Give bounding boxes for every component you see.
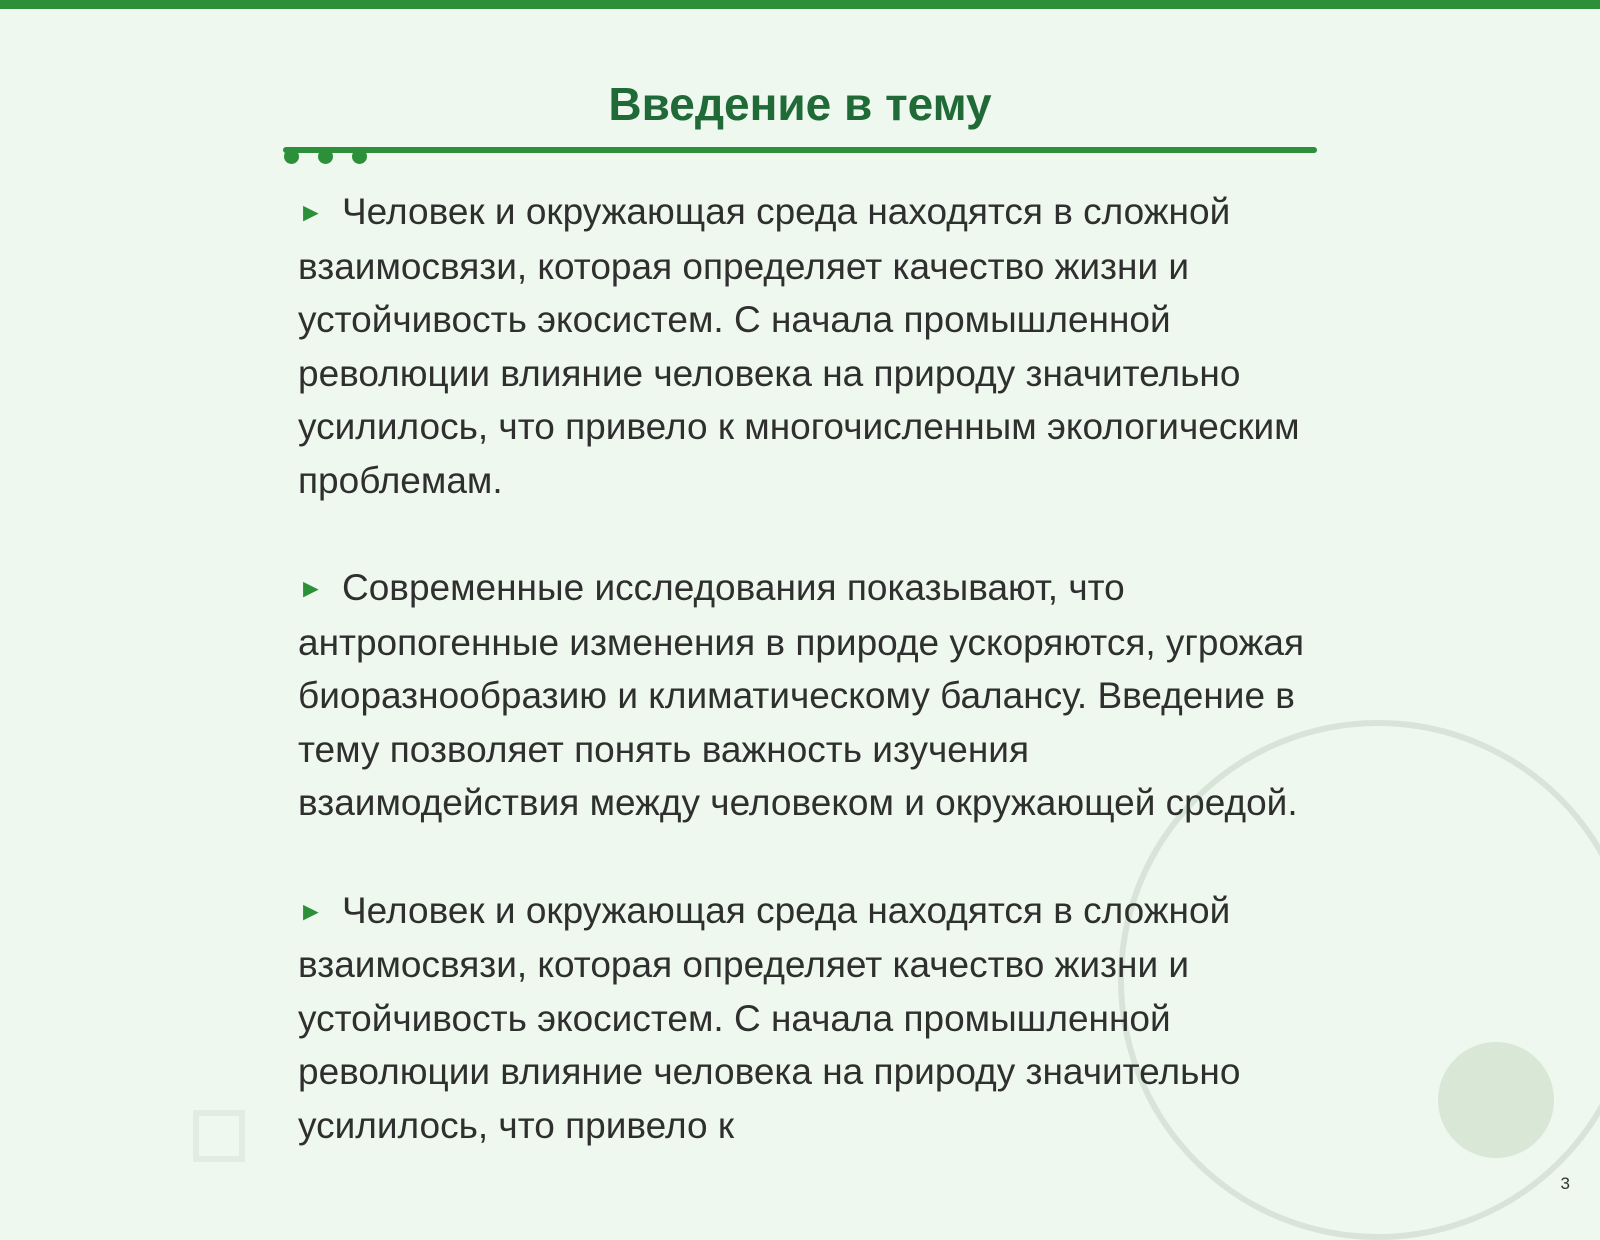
underline-dot (352, 149, 367, 164)
underline-dot (318, 149, 333, 164)
decorative-circle (1438, 1042, 1554, 1158)
title-underline (283, 147, 1317, 153)
bullet-text: Человек и окружающая среда находятся в сложной взаимосвязи, которая определяет качество жизни и устойчивость экосистем. С начала промышленной революции влияние человека на природу значительно усилилось, что привело к многочисленным экологическим проблемам. (298, 191, 1300, 501)
slide-title: Введение в тему (608, 78, 992, 130)
triangle-bullet-icon: ► (298, 573, 324, 603)
decorative-square (193, 1110, 245, 1162)
slide-body (298, 185, 1308, 1206)
bullet-paragraph (298, 185, 1308, 507)
bullet-text: Человек и окружающая среда находятся в сложной взаимосвязи, которая определяет качество жизни и устойчивость экосистем. С начала промышленной революции влияние человека на природу значительно усилилось, что привело к (298, 889, 1241, 1146)
bullet-paragraph (298, 884, 1308, 1153)
underline-dot (284, 149, 299, 164)
top-accent-bar (0, 0, 1600, 9)
bullet-text: Современные исследования показывают, что антропогенные изменения в природе ускоряются, угрожая биоразнообразию и климатическому балансу. Введение в тему позволяет понять важность изучения взаимодействия между человеком и окружающей средой. (298, 567, 1305, 823)
page-number: 3 (1560, 1174, 1570, 1193)
triangle-bullet-icon: ► (298, 197, 324, 227)
triangle-bullet-icon: ► (298, 895, 324, 926)
bullet-paragraph (298, 561, 1308, 830)
